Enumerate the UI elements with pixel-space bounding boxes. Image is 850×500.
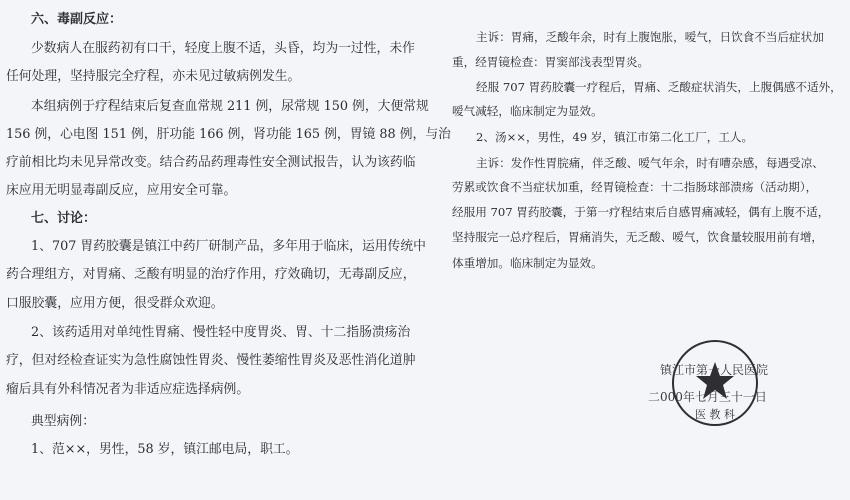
case-2-title: 2、汤××，男性，49 岁，镇江市第二化工厂，工人。 <box>476 130 754 144</box>
paragraph-line: 2、该药适用对单纯性胃痛、慢性轻中度胃炎、胃、十二指肠溃疡治 <box>31 325 411 340</box>
cases-heading: 典型病例： <box>31 414 95 429</box>
paragraph-line: 药合理组方，对胃痛、乏酸有明显的治疗作用，疗效确切，无毒副反应， <box>6 267 416 282</box>
case-1-title: 1、范××，男性，58 岁，镇江邮电局，职工。 <box>31 442 299 457</box>
paragraph-line: 疗，但对经检查证实为急性腐蚀性胃炎、慢性萎缩性胃炎及恶性消化道肿 <box>6 353 416 368</box>
paragraph-line: 疗前相比均未见异常改变。结合药品药理毒性安全测试报告，认为该药临 <box>6 155 416 170</box>
paragraph-line: 任何处理，坚持服完全疗程，亦未见过敏病例发生。 <box>6 69 301 84</box>
signature-date: 二000年七月三十一日 <box>648 390 767 404</box>
paragraph-line: 主诉：发作性胃脘痛，伴乏酸、嗳气年余，时有嘈杂感，每遇受凉、 <box>476 156 824 170</box>
official-seal-stamp <box>670 338 760 428</box>
svg-text:医 教 科: 医 教 科 <box>695 408 735 421</box>
paragraph-line: 1、707 胃药胶囊是镇江中药厂研制产品，多年用于临床，运用传统中 <box>31 239 426 254</box>
paragraph-line: 经服 707 胃药胶囊一疗程后，胃痛、乏酸症状消失，上腹偶感不适外， <box>476 80 842 94</box>
paragraph-line: 床应用无明显毒副反应，应用安全可靠。 <box>6 183 237 198</box>
paragraph-line: 体重增加。临床制定为显效。 <box>452 256 603 270</box>
signature-organization: 镇江市第一人民医院 <box>660 363 769 377</box>
section-heading-discussion: 七、讨论： <box>31 211 97 226</box>
paragraph-line: 重，经胃镜检查：胃窦部浅表型胃炎。 <box>452 55 650 69</box>
paragraph-line: 坚持服完一总疗程后，胃痛消失，无乏酸、嗳气，饮食量较服用前有增， <box>452 230 824 244</box>
paragraph-line: 口服胶囊，应用方便，很受群众欢迎。 <box>6 296 224 311</box>
paragraph-line: 经服用 707 胃药胶囊，于第一疗程结束后自感胃痛减轻，偶有上腹不适， <box>452 205 830 219</box>
paragraph-line: 主诉：胃痛，乏酸年余，时有上腹饱胀，嗳气，日饮食不当后症状加 <box>476 30 824 44</box>
paragraph-line: 嗳气减轻，临床制定为显效。 <box>452 104 603 118</box>
section-heading-side-effects: 六、毒副反应： <box>31 12 123 27</box>
paragraph-line: 少数病人在服药初有口干，轻度上腹不适，头昏，均为一过性，未作 <box>31 41 415 56</box>
paragraph-line: 瘤后具有外科情况者为非适应症选择病例。 <box>6 382 250 397</box>
paragraph-line: 劳累或饮食不当症状加重，经胃镜检查：十二指肠球部溃疡（活动期）， <box>452 180 818 194</box>
paragraph-line: 156 例，心电图 151 例，肝功能 166 例，肾功能 165 例，胃镜 88 例，与治 <box>6 127 451 142</box>
paragraph-line: 本组病例于疗程结束后复查血常规 211 例，尿常规 150 例，大便常规 <box>31 99 429 114</box>
